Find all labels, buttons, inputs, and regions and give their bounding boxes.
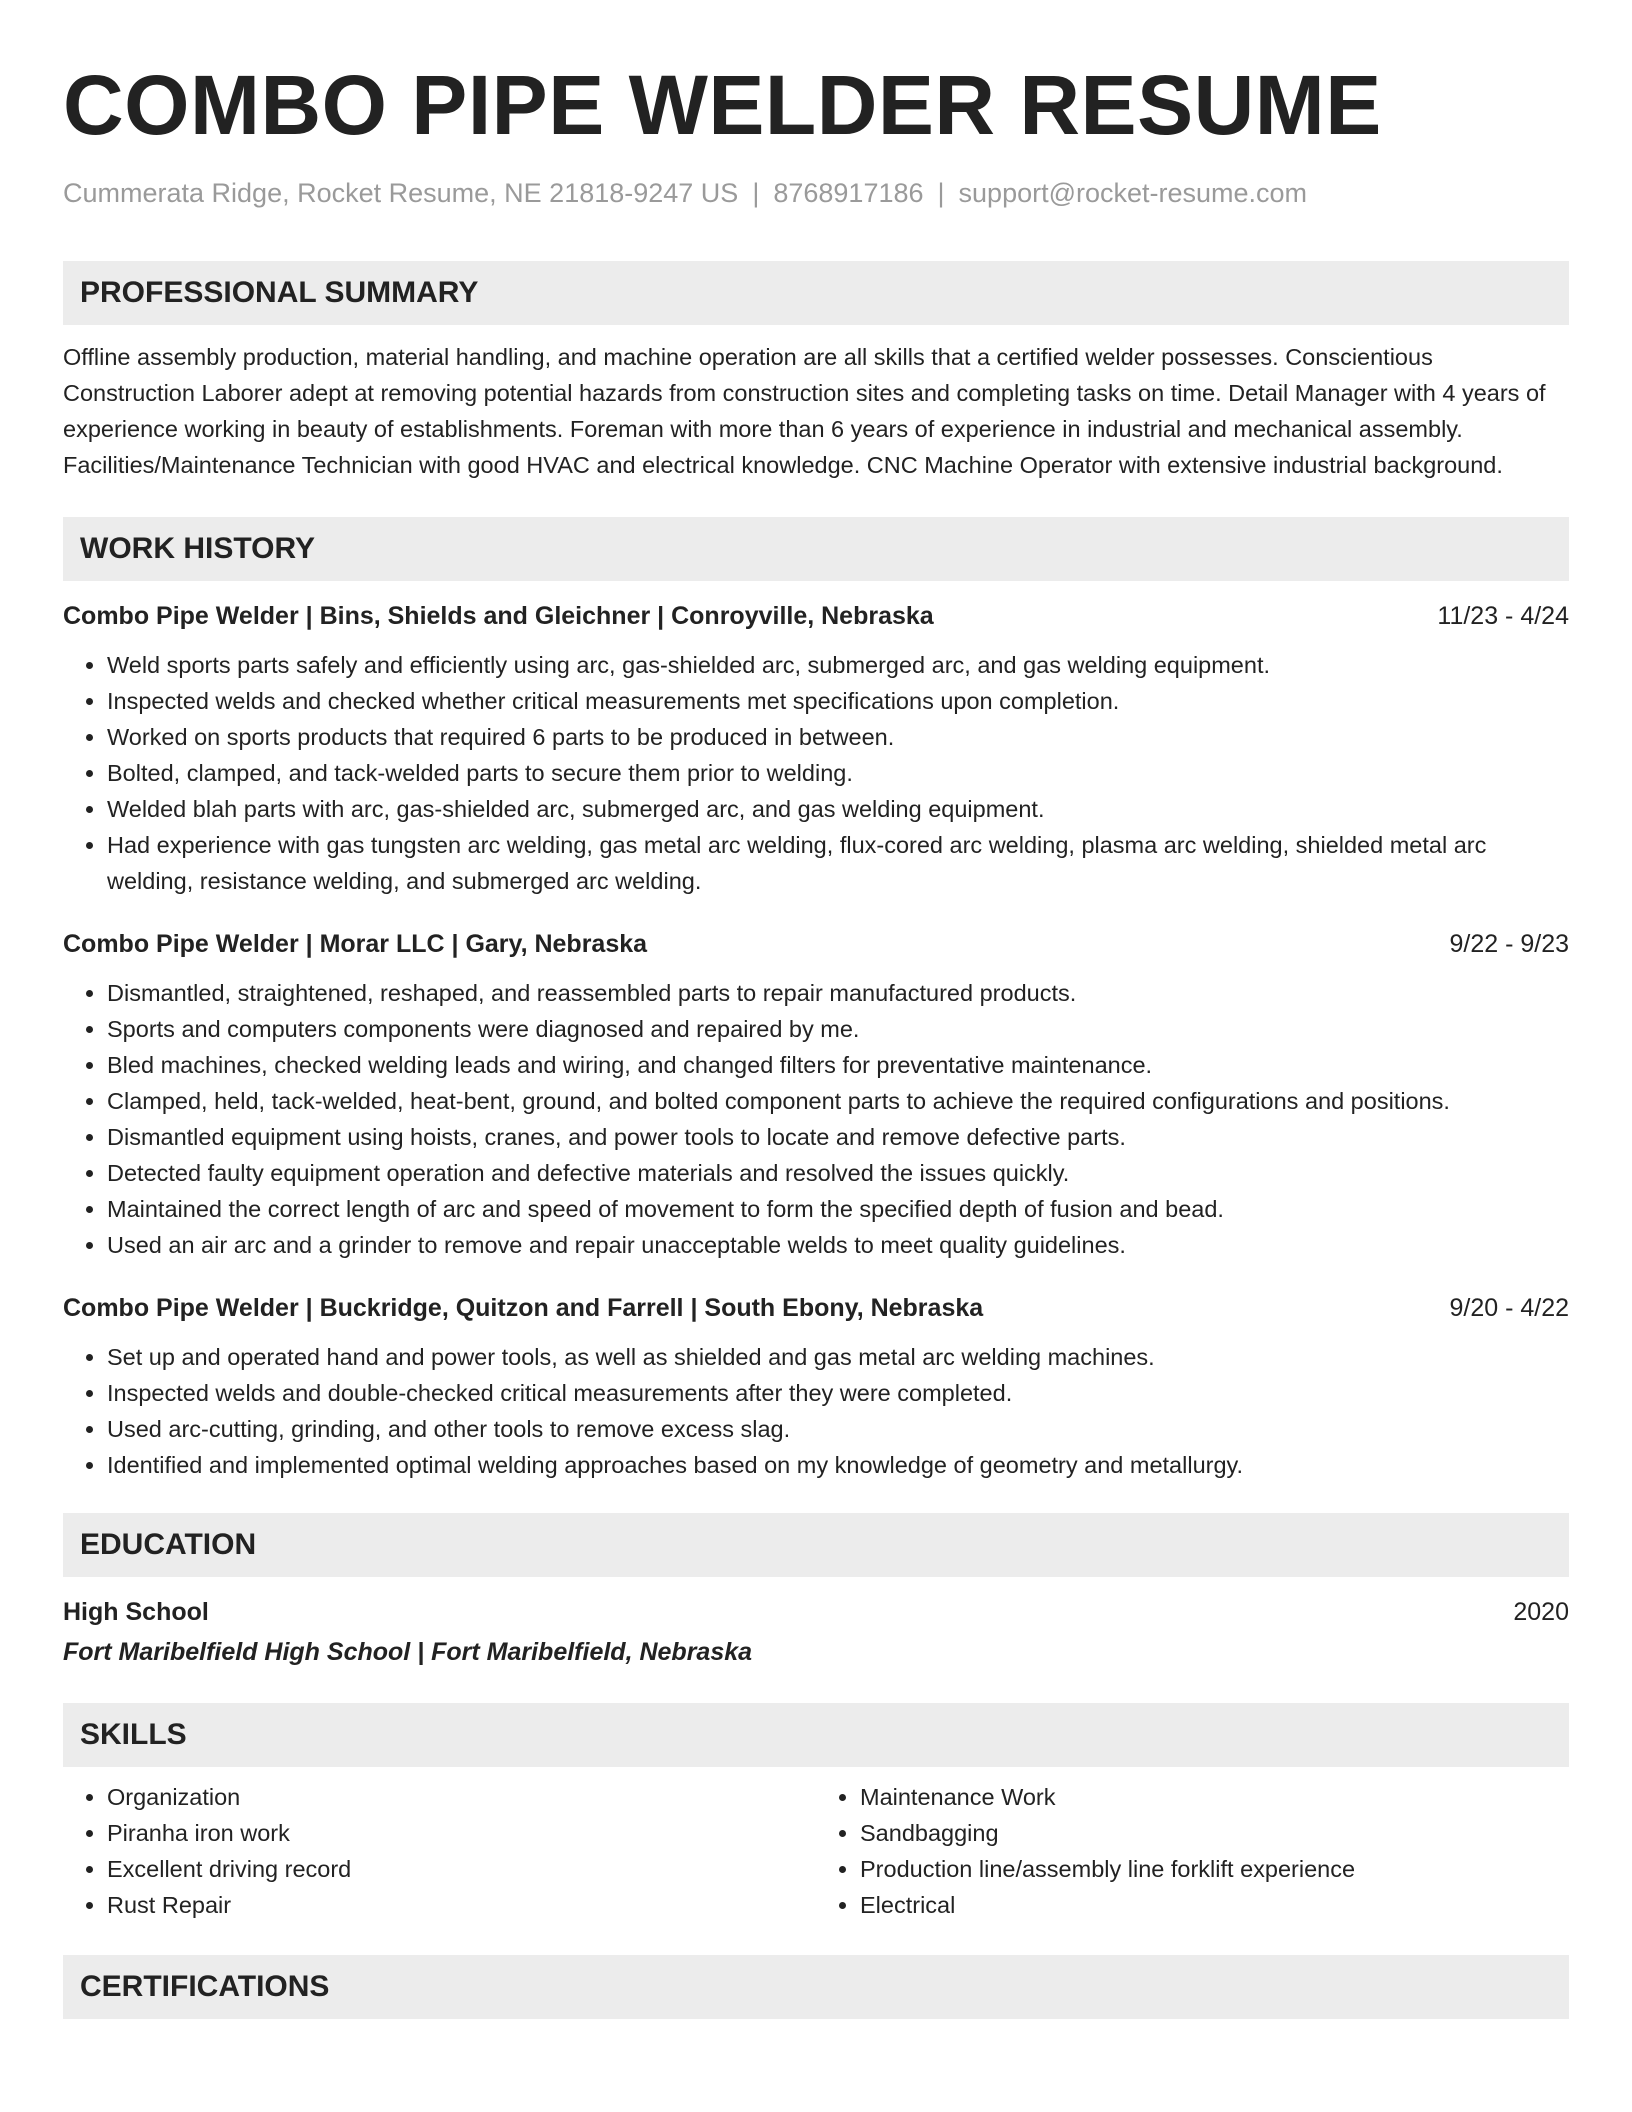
job-title: Combo Pipe Welder | Bins, Shields and Gleichner | Conroyville, Nebraska	[63, 602, 934, 630]
job-bullet: • Welded blah parts with arc, gas-shielded arc, submerged arc, and gas welding equipment.	[107, 791, 1569, 827]
job-bullet: • Detected faulty equipment operation and defective materials and resolved the issues quickly.	[107, 1155, 1569, 1191]
skills-grid	[63, 1779, 1569, 1923]
section-header-certifications: CERTIFICATIONS	[63, 1955, 1569, 2019]
job-dates: 9/22 - 9/23	[1449, 930, 1569, 958]
skill-item: • Piranha iron work	[107, 1815, 816, 1851]
skill-item: • Sandbagging	[860, 1815, 1569, 1851]
job-bullet: • Dismantled, straightened, reshaped, and reassembled parts to repair manufactured products.	[107, 975, 1569, 1011]
skill-item: • Maintenance Work	[860, 1779, 1569, 1815]
section-header-education: EDUCATION	[63, 1513, 1569, 1577]
job-header	[63, 927, 1569, 961]
job-bullet: • Had experience with gas tungsten arc welding, gas metal arc welding, flux-cored arc welding, plasma arc welding, shielded metal arc welding, resistance welding, and submerged arc welding.	[107, 827, 1569, 899]
skill-item: • Organization	[107, 1779, 816, 1815]
skill-item: • Production line/assembly line forklift experience	[860, 1851, 1569, 1887]
job-bullet: • Set up and operated hand and power tools, as well as shielded and gas metal arc welding machines.	[107, 1339, 1569, 1375]
education-year: 2020	[1513, 1598, 1569, 1626]
skills-column-left	[63, 1779, 816, 1923]
job-bullet: • Bolted, clamped, and tack-welded parts to secure them prior to welding.	[107, 755, 1569, 791]
job-header	[63, 1291, 1569, 1325]
contact-email: support@rocket-resume.com	[958, 178, 1308, 208]
job-bullet: • Clamped, held, tack-welded, heat-bent, ground, and bolted component parts to achieve the required configurations and positions.	[107, 1083, 1569, 1119]
job-bullet: • Bled machines, checked welding leads and wiring, and changed filters for preventative maintenance.	[107, 1047, 1569, 1083]
contact-separator: |	[937, 178, 945, 208]
education-entry	[63, 1595, 1569, 1669]
job-header	[63, 599, 1569, 633]
job-entry	[63, 1291, 1569, 1483]
job-bullet: • Inspected welds and checked whether critical measurements met specifications upon completion.	[107, 683, 1569, 719]
job-title: Combo Pipe Welder | Buckridge, Quitzon and Farrell | South Ebony, Nebraska	[63, 1294, 984, 1322]
summary-text: Offline assembly production, material handling, and machine operation are all skills that a certified welder possesses. Conscientious Construction Laborer adept at removing potential hazards from construction sites and completing tasks on time. Detail Manager with 4 years of experience working in beauty of establishments. Foreman with more than 6 years of experience in industrial and mechanical assembly. Facilities/Maintenance Technician with good HVAC and electrical knowledge. CNC Machine Operator with extensive industrial background.	[63, 344, 1546, 478]
job-bullet: • Worked on sports products that required 6 parts to be produced in between.	[107, 719, 1569, 755]
job-bullet: • Weld sports parts safely and efficiently using arc, gas-shielded arc, submerged arc, and gas welding equipment.	[107, 647, 1569, 683]
job-entry	[63, 927, 1569, 1263]
job-entry	[63, 599, 1569, 899]
job-title: Combo Pipe Welder | Morar LLC | Gary, Nebraska	[63, 930, 648, 958]
education-header	[63, 1595, 1569, 1629]
contact-separator: |	[752, 178, 760, 208]
education-school: Fort Maribelfield High School | Fort Maribelfield, Nebraska	[63, 1638, 753, 1666]
section-header-summary: PROFESSIONAL SUMMARY	[63, 261, 1569, 325]
job-bullet: • Used an air arc and a grinder to remove and repair unacceptable welds to meet quality guidelines.	[107, 1227, 1569, 1263]
job-bullet: • Inspected welds and double-checked critical measurements after they were completed.	[107, 1375, 1569, 1411]
job-bullet: • Maintained the correct length of arc and speed of movement to form the specified depth of fusion and bead.	[107, 1191, 1569, 1227]
contact-line	[63, 176, 1569, 210]
education-degree: High School	[63, 1598, 209, 1626]
job-dates: 9/20 - 4/22	[1449, 1294, 1569, 1322]
skill-item: • Excellent driving record	[107, 1851, 816, 1887]
contact-address: Cummerata Ridge, Rocket Resume, NE 21818-9247 US	[63, 178, 739, 208]
job-bullet: • Used arc-cutting, grinding, and other tools to remove excess slag.	[107, 1411, 1569, 1447]
job-bullets	[63, 1339, 1569, 1483]
contact-phone: 8768917186	[773, 178, 924, 208]
job-bullet: • Dismantled equipment using hoists, cranes, and power tools to locate and remove defective parts.	[107, 1119, 1569, 1155]
job-bullet: • Sports and computers components were diagnosed and repaired by me.	[107, 1011, 1569, 1047]
skill-item: • Rust Repair	[107, 1887, 816, 1923]
section-header-skills: SKILLS	[63, 1703, 1569, 1767]
job-bullets	[63, 975, 1569, 1263]
job-dates: 11/23 - 4/24	[1437, 602, 1569, 630]
skill-item: • Electrical	[860, 1887, 1569, 1923]
job-bullet: • Identified and implemented optimal welding approaches based on my knowledge of geometry and metallurgy.	[107, 1447, 1569, 1483]
resume-title: COMBO PIPE WELDER RESUME	[63, 58, 1382, 152]
section-header-work-history: WORK HISTORY	[63, 517, 1569, 581]
skills-column-right	[816, 1779, 1569, 1923]
job-bullets	[63, 647, 1569, 899]
